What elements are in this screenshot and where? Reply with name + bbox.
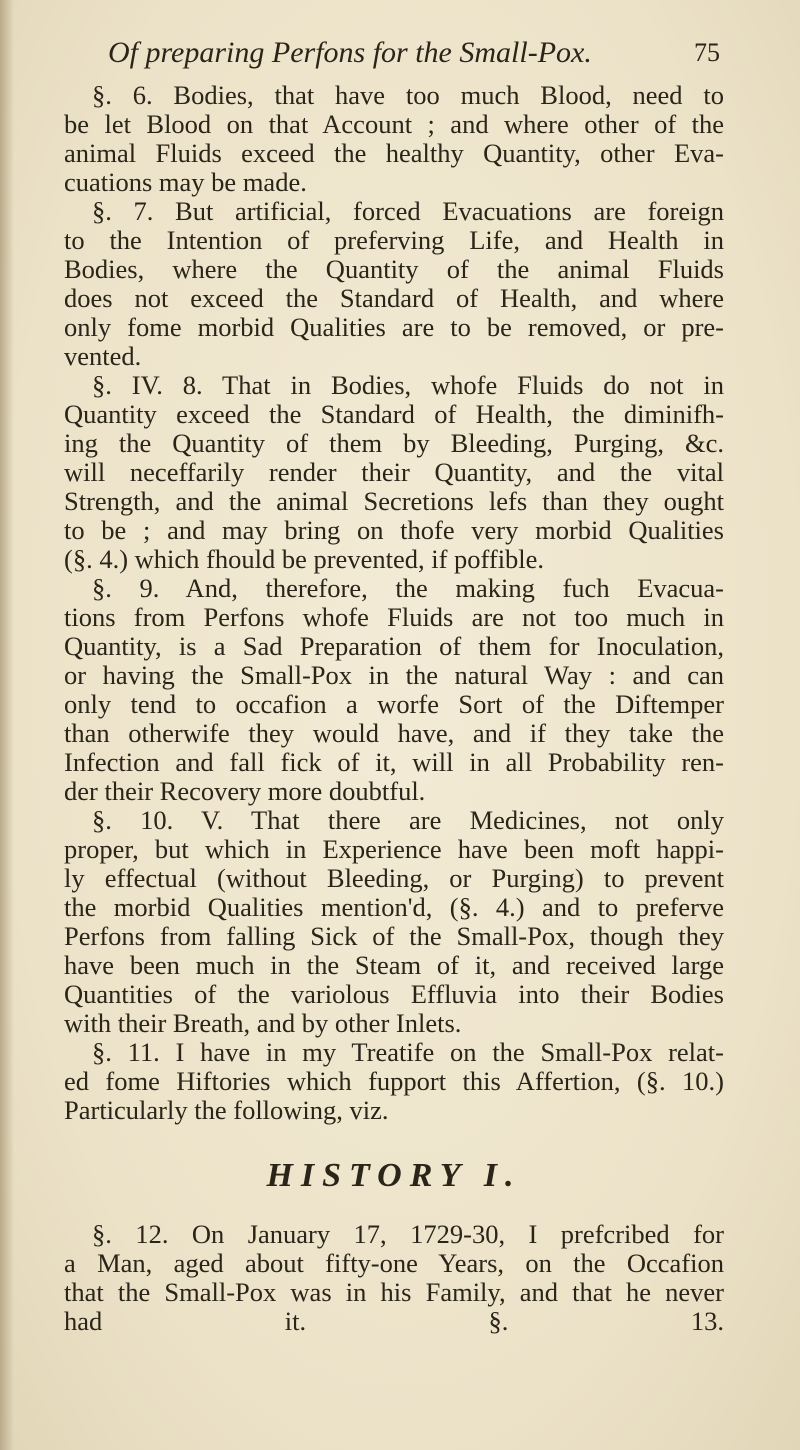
- text-line: ing the Quantity of them by Bleeding, Purging, &c.: [64, 428, 724, 458]
- text-line: be let Blood on that Account ; and where other of the: [64, 109, 724, 139]
- text-line: §. 12. On January 17, 1729-30, I prefcribed for: [92, 1219, 724, 1249]
- text-line: §. 6. Bodies, that have too much Blood, need to: [92, 80, 724, 110]
- text-line: Quantity, is a Sad Preparation of them for Inoculation,: [64, 631, 724, 661]
- paragraph-12: [64, 1220, 724, 1336]
- text-line: ly effectual (without Bleeding, or Purging) to prevent: [64, 863, 724, 893]
- text-line: tions from Perfons whofe Fluids are not too much in: [64, 602, 724, 632]
- text-line: Quantity exceed the Standard of Health, the diminifh-: [64, 399, 724, 429]
- paragraph-9: [64, 574, 724, 806]
- history-heading: HISTORY I.: [266, 1157, 522, 1194]
- text-line: will neceffarily render their Quantity, and the vital: [64, 457, 724, 487]
- text-line: [64, 1307, 724, 1336]
- text-line-last: had it.: [64, 1306, 307, 1336]
- text-line: animal Fluids exceed the healthy Quantity, other Eva-: [64, 138, 724, 168]
- catchword: §. 13.: [488, 1306, 725, 1336]
- text-line: only tend to occafion a worfe Sort of the Diftemper: [64, 689, 724, 719]
- text-line: §. 10. V. That there are Medicines, not only: [92, 805, 724, 835]
- running-title: Of preparing Perfons for the Small-Pox.: [108, 36, 592, 69]
- text-line: (§. 4.) which fhould be prevented, if poffible.: [64, 544, 545, 574]
- text-line: than otherwife they would have, and if they take the: [64, 718, 724, 748]
- paragraph-10: [64, 806, 724, 1038]
- text-line: §. 11. I have in my Treatife on the Small-Pox relat-: [92, 1037, 724, 1067]
- paragraph-7: [64, 197, 724, 371]
- text-line: Infection and fall fick of it, will in all Probability ren-: [64, 747, 724, 777]
- text-line: to be ; and may bring on thofe very morbid Qualities: [64, 515, 724, 545]
- binding-shadow: [0, 0, 14, 1450]
- text-line: only fome morbid Qualities are to be removed, or pre-: [64, 312, 724, 342]
- text-line: with their Breath, and by other Inlets.: [64, 1008, 462, 1038]
- text-line: to the Intention of preferving Life, and Health in: [64, 225, 724, 255]
- text-line: a Man, aged about fifty-one Years, on the Occafion: [64, 1248, 724, 1278]
- text-line: §. 7. But artificial, forced Evacuations are foreign: [92, 196, 724, 226]
- text-line: Particularly the following, viz.: [64, 1095, 389, 1125]
- text-line: have been much in the Steam of it, and received large: [64, 950, 724, 980]
- text-line: der their Recovery more doubtful.: [64, 776, 426, 806]
- text-line: cuations may be made.: [64, 167, 307, 197]
- paragraph-6: [64, 81, 724, 197]
- text-line: Perfons from falling Sick of the Small-Pox, though they: [64, 921, 724, 951]
- text-line: the morbid Qualities mention'd, (§. 4.) and to preferve: [64, 892, 724, 922]
- text-line: §. 9. And, therefore, the making fuch Evacua-: [92, 573, 724, 603]
- text-line: ed fome Hiftories which fupport this Affertion, (§. 10.): [64, 1066, 724, 1096]
- text-line: that the Small-Pox was in his Family, and that he never: [64, 1277, 724, 1307]
- text-line: vented.: [64, 341, 142, 371]
- text-line: §. IV. 8. That in Bodies, whofe Fluids do not in: [92, 370, 724, 400]
- paragraph-11: [64, 1038, 724, 1125]
- text-line: Strength, and the animal Secretions lefs than they ought: [64, 486, 724, 516]
- page-number: 75: [694, 38, 720, 67]
- running-header: [108, 36, 720, 76]
- text-line: Bodies, where the Quantity of the animal Fluids: [64, 254, 724, 284]
- text-line: proper, but which in Experience have been moft happi-: [64, 834, 724, 864]
- paragraph-8: [64, 371, 724, 574]
- page-body: [64, 81, 724, 1336]
- text-line: Quantities of the variolous Effluvia into their Bodies: [64, 979, 724, 1009]
- text-line: does not exceed the Standard of Health, and where: [64, 283, 724, 313]
- text-line: or having the Small-Pox in the natural Way : and can: [64, 660, 724, 690]
